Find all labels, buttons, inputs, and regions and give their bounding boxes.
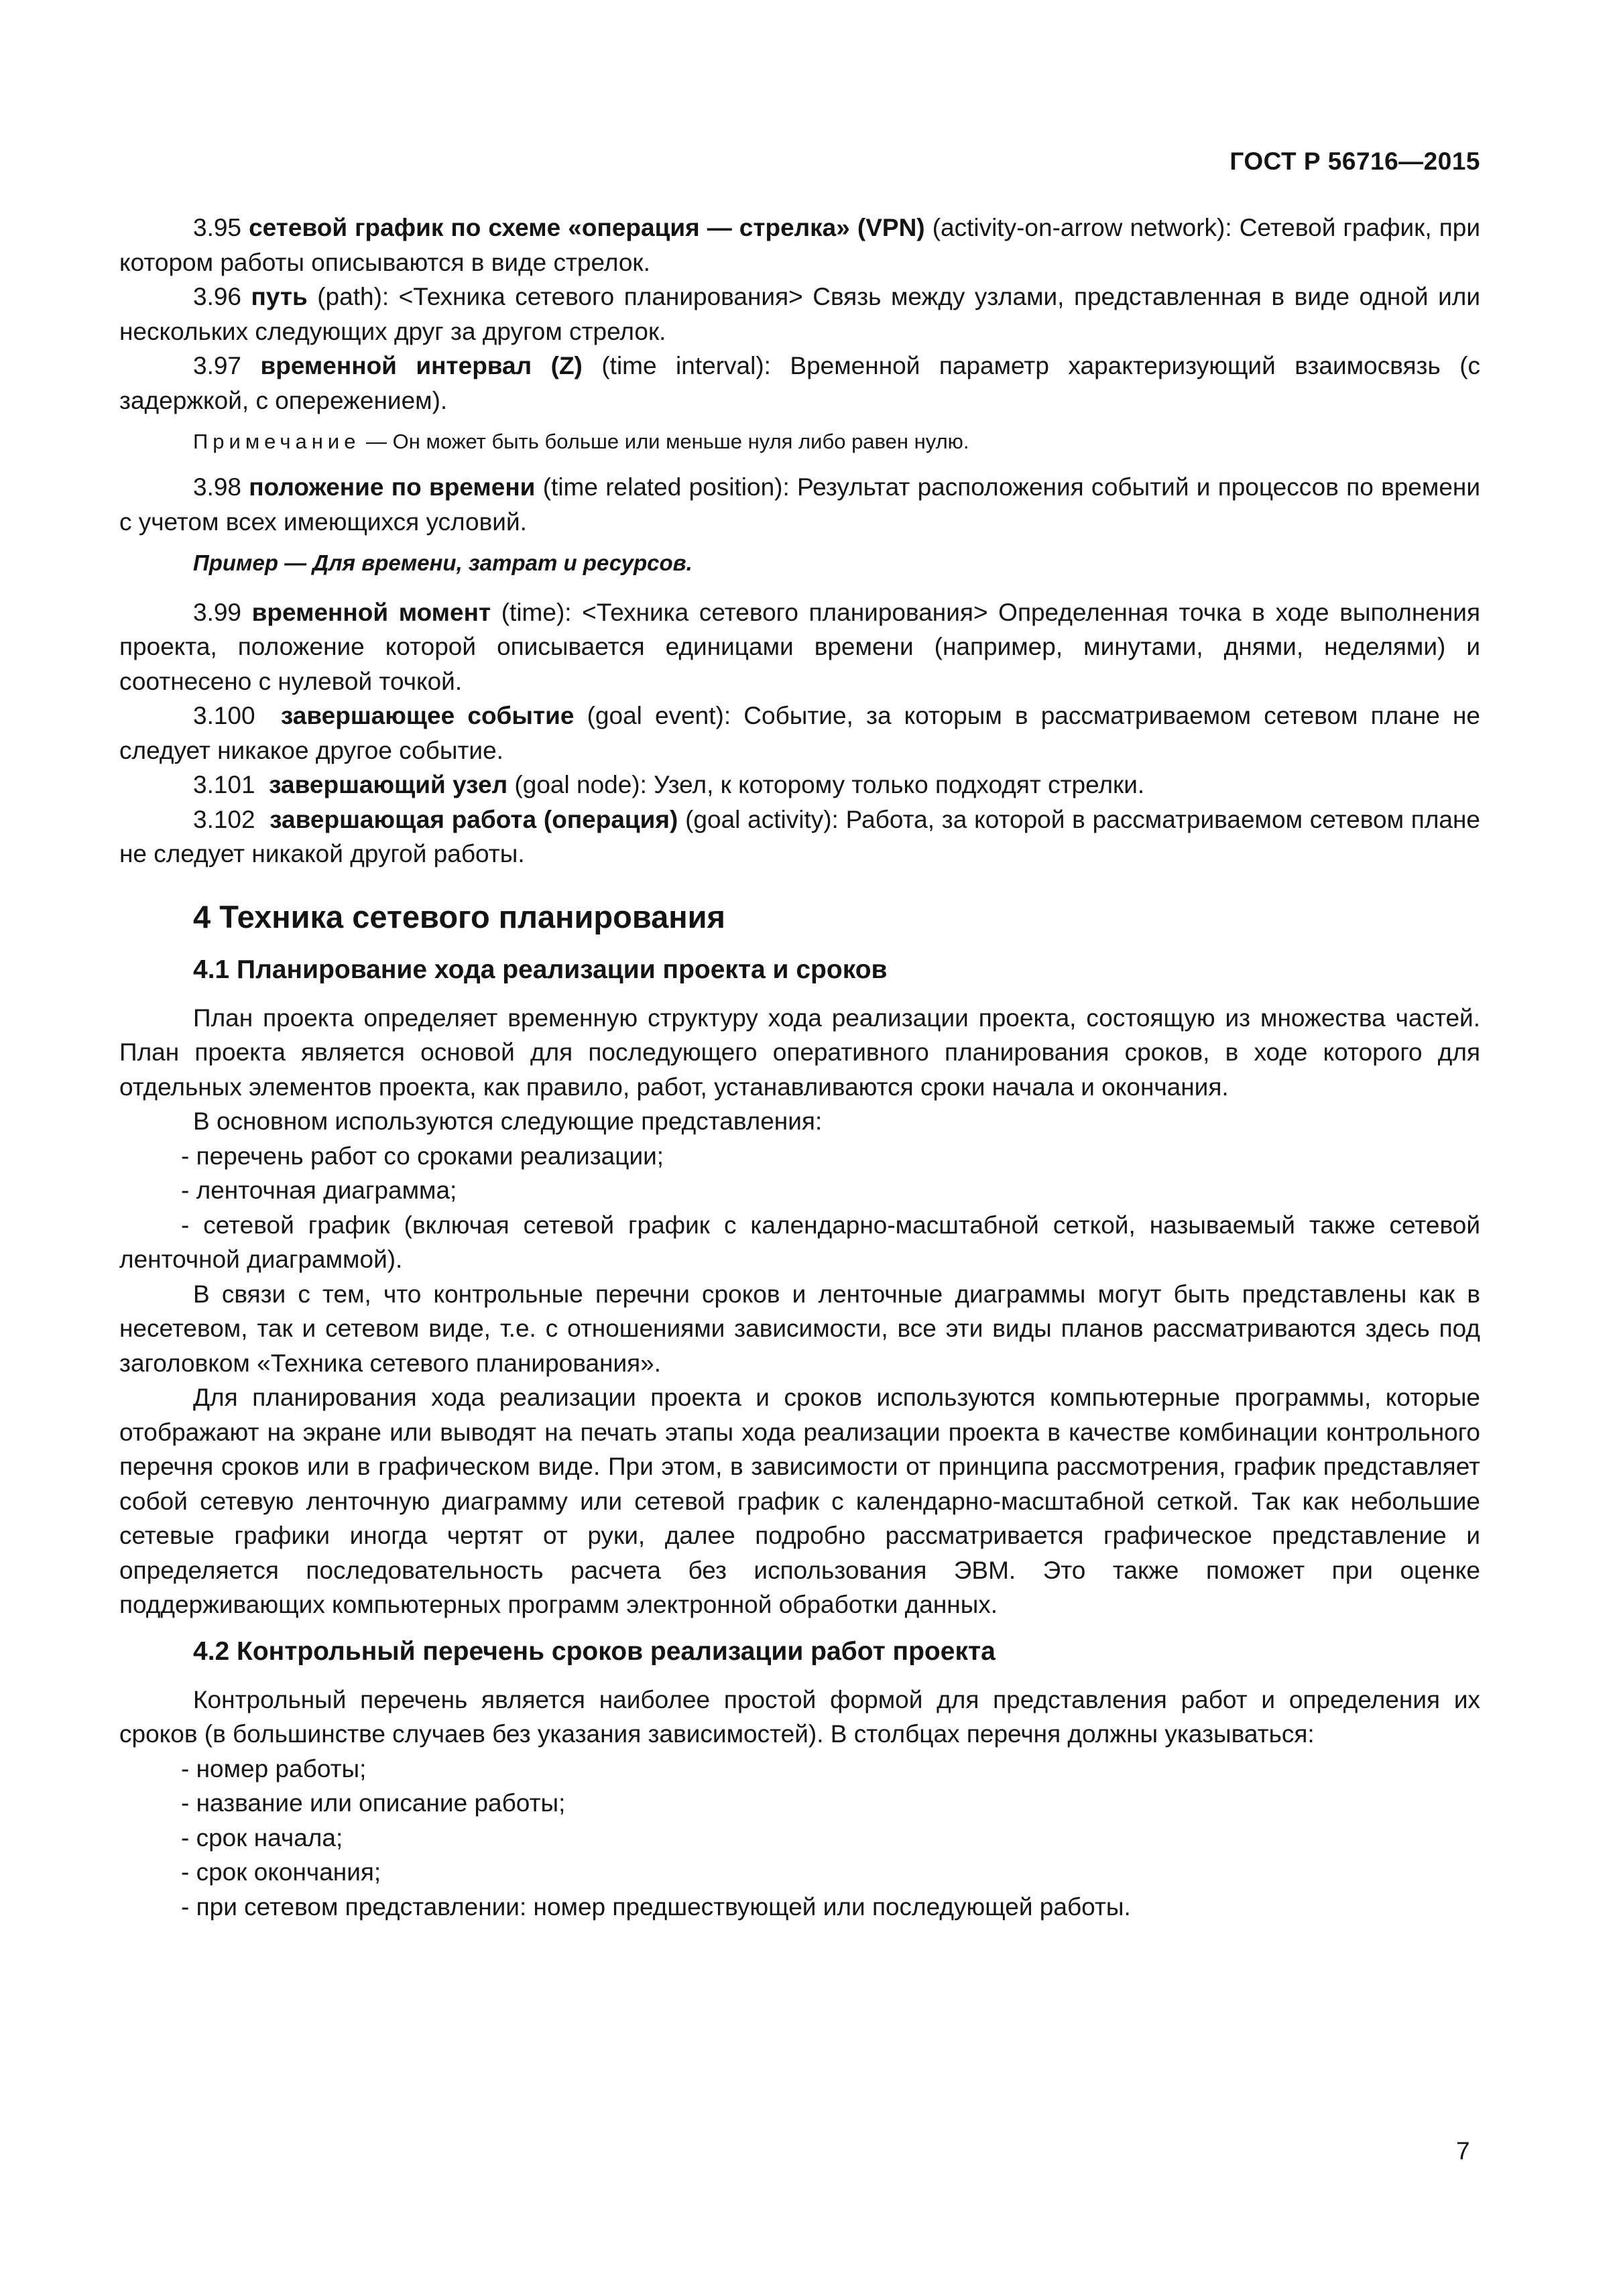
- term-3-96: 3.96 путь (path): <Техника сетевого планирования> Связь между узлами, представленная в виде одной или нескольких следующих друг за другом стрелок.: [119, 283, 1480, 345]
- term-3-97: 3.97 временной интервал (Z) (time interval): Временной параметр характеризующий взаимосвязь (с задержкой, с опережением).: [119, 352, 1481, 414]
- paragraph-2: В основном используются следующие представления:: [193, 1107, 823, 1135]
- list-item: - название или описание работы;: [181, 1789, 566, 1817]
- list-item: - срок окончания;: [181, 1858, 381, 1886]
- section-4-title: 4 Техника сетевого планирования: [193, 898, 725, 934]
- paragraph-1: План проекта определяет временную структуру хода реализации проекта, состоящую из множества частей. План проекта является основой для последующего оперативного планирования сроков, в ходе которого для отдельных элементов проекта, как правило, работ, устанавливаются сроки начала и окончания.: [119, 1004, 1480, 1101]
- example: Пример — Для времени, затрат и ресурсов.: [193, 550, 693, 575]
- list-item: - сетевой график (включая сетевой график с календарно-масштабной сеткой, называемый также сетевой ленточной диаграммой).: [119, 1211, 1480, 1273]
- term-3-100: 3.100 завершающее событие (goal event): Событие, за которым в рассматриваемом сетевом плане не следует никакое другое событие.: [119, 702, 1480, 764]
- list-item: - ленточная диаграмма;: [181, 1176, 457, 1204]
- paragraph-3: В связи с тем, что контрольные перечни сроков и ленточные диаграммы могут быть представлены как в несетевом, так и сетевом виде, т.е. с отношениями зависимости, все эти виды планов рассматриваются здесь под заголовком «Техника сетевого планирования».: [119, 1280, 1480, 1377]
- term-3-99: 3.99 временной момент (time): <Техника сетевого планирования> Определенная точка в ходе выполнения проекта, положение которой описывается единицами времени (например, минутами, днями, неделями) и соотнесено с нулевой точкой.: [119, 598, 1481, 695]
- list-item: - при сетевом представлении: номер предшествующей или последующей работы.: [181, 1892, 1131, 1921]
- term-3-102: 3.102 завершающая работа (операция) (goal activity): Работа, за которой в рассматриваемом сетевом плане не следует никакой другой работы.: [119, 805, 1480, 867]
- term-3-98: 3.98 положение по времени (time related position): Результат расположения событий и процессов по времени с учетом всех имеющихся условий.: [119, 473, 1481, 536]
- page-number: 7: [1456, 2137, 1470, 2165]
- section-4-1-title: 4.1 Планирование хода реализации проекта и сроков: [193, 955, 888, 984]
- list-item: - срок начала;: [181, 1823, 343, 1852]
- list-item: - номер работы;: [181, 1754, 367, 1783]
- section-4-2-title: 4.2 Контрольный перечень сроков реализации работ проекта: [193, 1636, 996, 1666]
- paragraph-5: Контрольный перечень является наиболее простой формой для представления работ и определения их сроков (в большинстве случаев без указания зависимостей). В столбцах перечня должны указываться:: [119, 1685, 1480, 1748]
- list-item: - перечень работ со сроками реализации;: [181, 1142, 664, 1170]
- paragraph-4: Для планирования хода реализации проекта и сроков используются компьютерные программы, которые отображают на экране или выводят на печать этапы хода реализации проекта в качестве комбинации контрольного перечня сроков или в графическом виде. При этом, в зависимости от принципа рассмотрения, график представляет собой сетевую ленточную диаграмму или сетевой график с календарно-масштабной сеткой. Так как небольшие сетевые графики иногда чертят от руки, далее подробно рассматривается графическое представление и определяется последовательность расчета без использования ЭВМ. Это также поможет при оценке поддерживающих компьютерных программ электронной обработки данных.: [119, 1384, 1480, 1618]
- doc-header: ГОСТ Р 56716—2015: [1229, 147, 1480, 175]
- note: Примечание — Он может быть больше или меньше нуля либо равен нулю.: [193, 430, 969, 453]
- term-3-95: 3.95 сетевой график по схеме «операция — стрелка» (VPN) (activity-on-arrow network): Сетевой график, при котором работы описываются в виде стрелок.: [119, 214, 1480, 276]
- term-3-101: 3.101 завершающий узел (goal node): Узел, к которому только подходят стрелки.: [193, 771, 1145, 798]
- document-page: [119, 147, 1480, 1924]
